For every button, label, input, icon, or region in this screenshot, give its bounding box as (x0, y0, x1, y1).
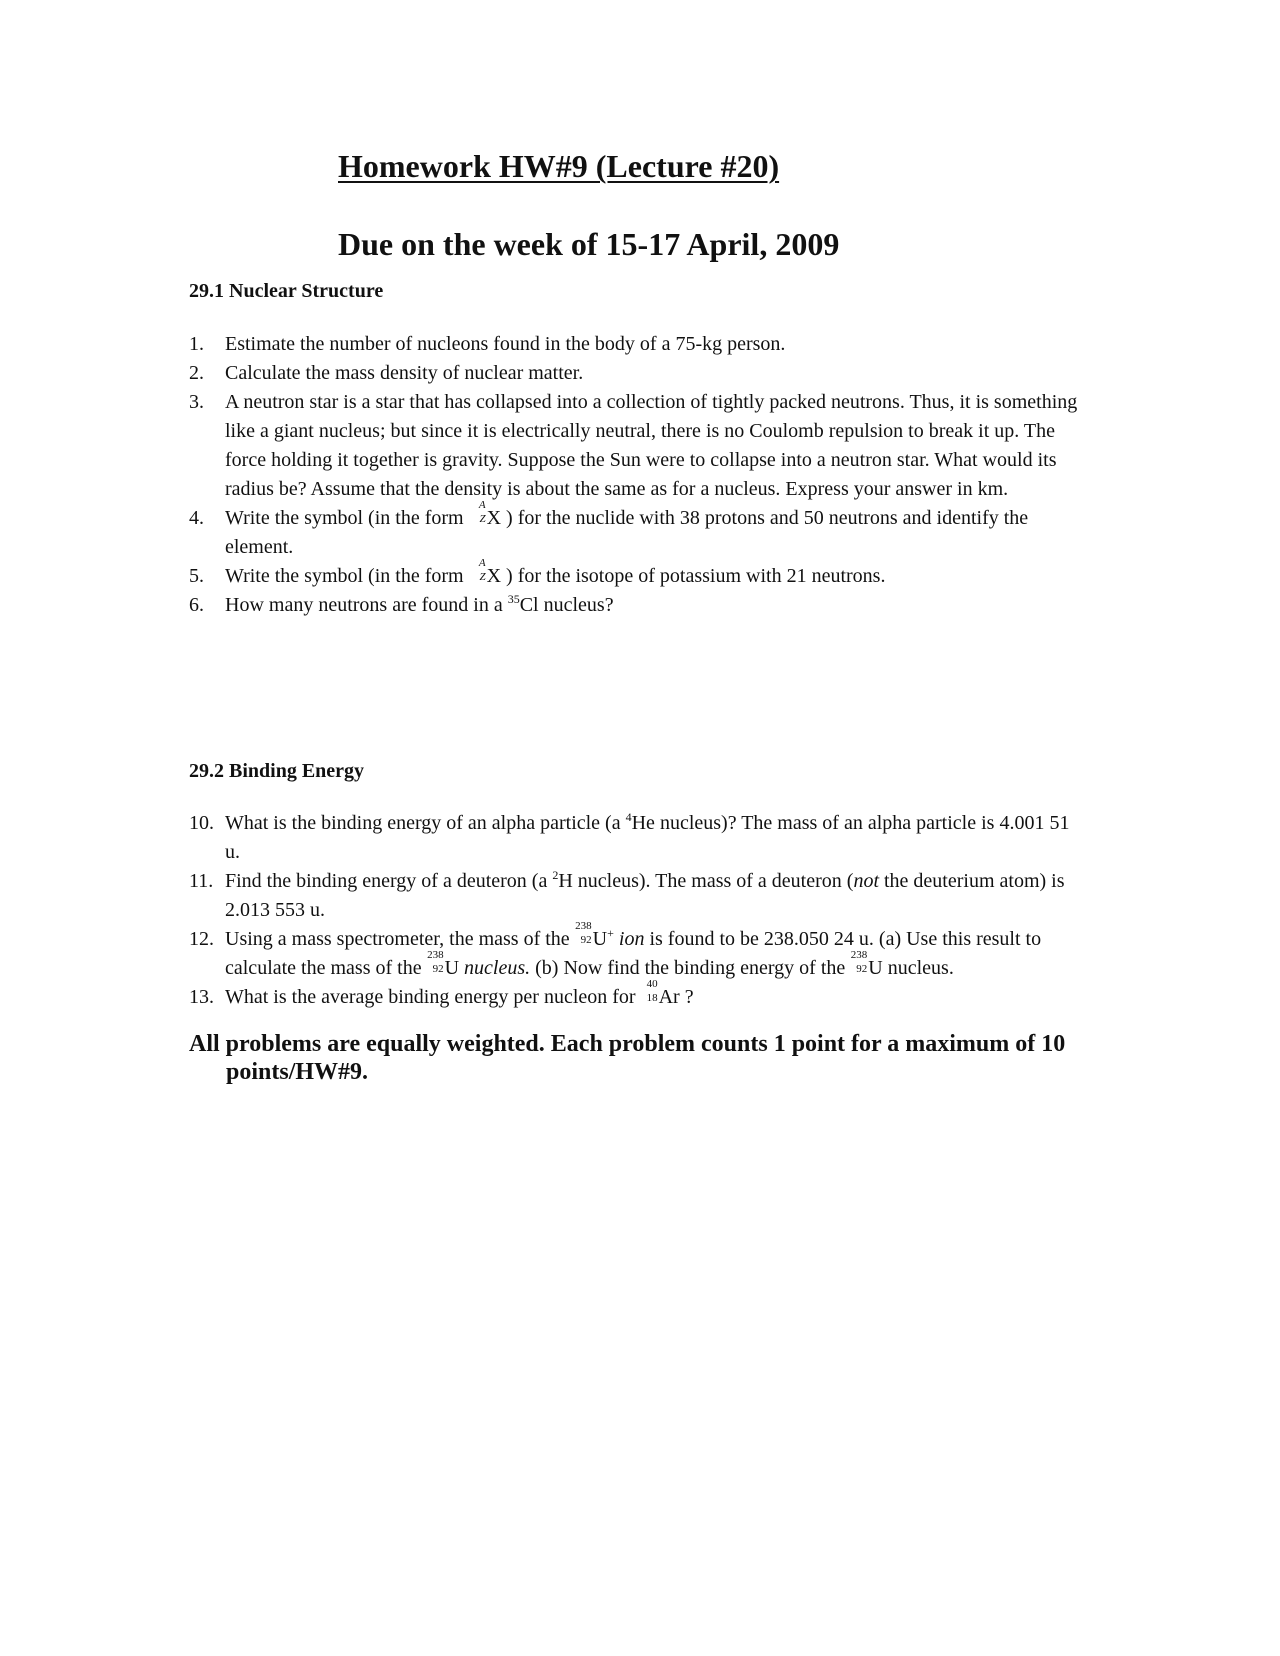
problem-item (189, 809, 1089, 867)
problem-text: Write the symbol (in the form (225, 507, 469, 529)
problem-text: ) for the isotope of potassium with 21 neutrons. (501, 565, 886, 587)
nuclide-notation (469, 499, 487, 526)
mass-number: A (478, 557, 486, 569)
problem-text: nucleus? (538, 594, 614, 616)
nuclide-notation (469, 557, 487, 584)
problem-list-binding-energy (189, 809, 1089, 1012)
element-symbol: He (631, 812, 655, 834)
mass-number: 4 (625, 810, 632, 824)
mass-number: 238 (850, 949, 868, 961)
element-symbol: Ar (658, 986, 680, 1008)
problem-number: 12. (189, 928, 214, 950)
mass-number: 40 (646, 978, 658, 990)
nuclide-notation (850, 949, 868, 976)
page-title: Homework HW#9 (Lecture #20) (338, 148, 780, 184)
problem-item (189, 330, 1089, 359)
problem-item (189, 359, 1089, 388)
mass-number: 2 (552, 868, 559, 882)
emphasis-text: nucleus. (459, 957, 531, 979)
problem-number: 1. (189, 333, 204, 355)
problem-item (189, 499, 1089, 562)
problem-list-nuclear-structure (189, 330, 1089, 620)
problem-text: How many neutrons are found in a (225, 594, 508, 616)
due-date-heading: Due on the week of 15-17 April, 2009 (338, 226, 840, 262)
problem-item (189, 978, 1089, 1012)
section-heading-nuclear-structure: 29.1 Nuclear Structure (189, 280, 384, 302)
element-symbol: U (444, 957, 460, 979)
atomic-number: Z (479, 571, 486, 583)
atomic-number: Z (479, 513, 486, 525)
problem-text: Find the binding energy of a deuteron (a (225, 870, 553, 892)
problem-text: ? (679, 986, 694, 1008)
problem-text: Using a mass spectrometer, the mass of the (225, 928, 575, 950)
problem-text: nucleus). The mass of a deuteron ( (572, 870, 854, 892)
problem-number: 4. (189, 507, 204, 529)
emphasis-text: ion (613, 928, 645, 950)
element-symbol: U (868, 957, 883, 979)
atomic-number: 92 (856, 963, 868, 975)
problem-number: 2. (189, 362, 204, 384)
charge-sign: + (607, 926, 614, 940)
problem-text: is found to be 238.050 24 u. (a) Use this result to calculate the mass of the (225, 928, 1042, 979)
element-symbol: U (592, 928, 608, 950)
element-symbol: H (558, 870, 573, 892)
atomic-number: 92 (580, 934, 592, 946)
problem-text: nucleus)? The mass of an alpha particle is 4.001 51 u. (225, 812, 1070, 863)
problem-text: Calculate the mass density of nuclear matter. (225, 362, 584, 384)
section-heading-binding-energy: 29.2 Binding Energy (189, 760, 365, 782)
atomic-number: 18 (646, 992, 658, 1004)
problem-item (189, 920, 1089, 983)
problem-text: Estimate the number of nucleons found in the body of a 75-kg person. (225, 333, 786, 355)
problem-item (189, 388, 1089, 504)
mass-number: A (478, 499, 486, 511)
problem-text: A neutron star is a star that has collapsed into a collection of tightly packed neutrons. Thus, it is something like a giant nucleus; but since it is electrically neutral, there is no Coulomb repulsion to break it up. The force holding it together is gravity. Suppose the Sun were to collapse into a neutron star. What would its radius be? Assume that the density is about the same as for a nucleus. Express your answer in km. (225, 391, 1078, 500)
problem-number: 3. (189, 391, 204, 413)
problem-text: the deuterium atom) is 2.013 553 u. (225, 870, 1065, 921)
problem-text: What is the binding energy of an alpha particle (a (225, 812, 626, 834)
nuclide-notation (427, 949, 445, 976)
nuclide-notation (641, 978, 659, 1005)
problem-text: ) for the nuclide with 38 protons and 50 neutrons and identify the element. (225, 507, 1029, 558)
element-symbol: X (486, 565, 502, 587)
grading-note: All problems are equally weighted. Each problem counts 1 point for a maximum of 10 points/HW#9. (189, 1031, 1066, 1085)
emphasis-text: not (853, 870, 879, 892)
problem-item (189, 867, 1089, 925)
problem-text: What is the average binding energy per nucleon for (225, 986, 641, 1008)
element-symbol: X (486, 507, 502, 529)
problem-number: 6. (189, 594, 204, 616)
problem-text: (b) Now find the binding energy of the (530, 957, 851, 979)
problem-item (189, 591, 1089, 620)
problem-item (189, 557, 1089, 591)
atomic-number: 92 (432, 963, 444, 975)
problem-text: Write the symbol (in the form (225, 565, 469, 587)
element-symbol: Cl (519, 594, 539, 616)
mass-number: 238 (575, 920, 592, 932)
mass-number: 35 (507, 592, 520, 606)
problem-number: 11. (189, 870, 214, 892)
nuclide-notation (575, 920, 593, 947)
mass-number: 238 (427, 949, 444, 961)
problem-number: 10. (189, 812, 214, 834)
problem-number: 5. (189, 565, 204, 587)
problem-number: 13. (189, 986, 214, 1008)
problem-text: nucleus. (882, 957, 954, 979)
